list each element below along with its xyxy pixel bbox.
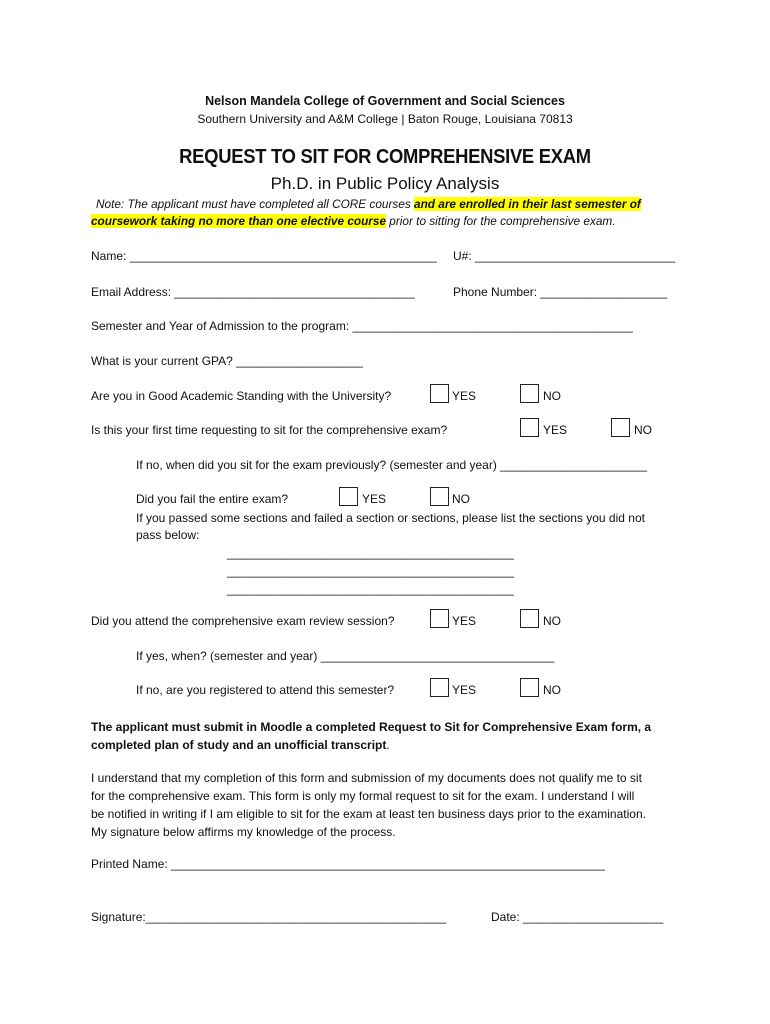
college-address: Southern University and A&M College | Baton Rouge, Louisiana 70813 [197,112,573,126]
statement-line-4: My signature below affirms my knowledge of the process. [91,825,396,839]
fail-entire-yes-checkbox[interactable] [339,487,358,506]
yes-label: YES [452,614,477,628]
email-field[interactable]: Email Address: ____________________________________ [91,285,415,299]
gpa-field[interactable]: What is your current GPA? ___________________ [91,354,363,368]
note-highlight: coursework taking no more than one elective course [91,214,387,228]
statement-line-1: I understand that my completion of this form and submission of my documents does not qualify me to sit [91,771,642,785]
first-time-no-checkbox[interactable] [611,418,630,437]
note-text: prior to sitting for the comprehensive exam. [386,214,616,228]
failed-section-line-2[interactable]: ___________________________________________ [227,564,514,578]
period: . [386,738,390,752]
first-time-question: Is this your first time requesting to sit for the comprehensive exam? [91,423,448,437]
form-title: REQUEST TO SIT FOR COMPREHENSIVE EXAM [179,146,591,168]
yes-label: YES [452,389,477,403]
printed-name-field[interactable]: Printed Name: _________________________________________________________________ [91,857,605,871]
good-standing-question: Are you in Good Academic Standing with the University? [91,389,392,403]
note-text: Note: The applicant must have completed all CORE courses [96,197,415,211]
submission-instructions-line-2 [91,736,390,754]
failed-section-line-3[interactable]: ___________________________________________ [227,582,514,596]
yes-label: YES [543,423,568,437]
signature-field[interactable]: Signature:_____________________________________________ [91,910,447,924]
review-session-when-field[interactable]: If yes, when? (semester and year) ___________________________________ [136,649,555,663]
review-session-yes-checkbox[interactable] [430,609,449,628]
registered-yes-checkbox[interactable] [430,678,449,697]
statement-line-2: for the comprehensive exam. This form is only my formal request to sit for the exam. I understand I will [91,789,635,803]
date-field[interactable]: Date: _____________________ [491,910,664,924]
registered-no-checkbox[interactable] [520,678,539,697]
good-standing-yes-checkbox[interactable] [430,384,449,403]
fail-entire-no-checkbox[interactable] [430,487,449,506]
passed-sections-instruction: If you passed some sections and failed a section or sections, please list the sections you did not [136,511,645,525]
no-label: NO [543,389,561,403]
no-label: NO [543,683,561,697]
uid-field[interactable]: U#: ______________________________ [453,249,676,263]
name-field[interactable]: Name: ______________________________________________ [91,249,437,263]
review-session-question: Did you attend the comprehensive exam review session? [91,614,395,628]
registered-question: If no, are you registered to attend this semester? [136,683,395,697]
program-subtitle: Ph.D. in Public Policy Analysis [270,174,500,193]
fail-entire-question: Did you fail the entire exam? [136,492,289,506]
college-name: Nelson Mandela College of Government and Social Sciences [205,94,565,108]
statement-line-3: be notified in writing if I am eligible to sit for the exam at least ten business days prior to the examination. [91,807,646,821]
note-highlight: and are enrolled in their last semester of [414,197,641,211]
no-label: NO [452,492,470,506]
failed-section-line-1[interactable]: ___________________________________________ [227,546,514,560]
passed-sections-instruction-cont: pass below: [136,528,200,542]
submission-instructions-line-1: The applicant must submit in Moodle a completed Request to Sit for Comprehensive Exam form, a [91,720,652,734]
review-session-no-checkbox[interactable] [520,609,539,628]
good-standing-no-checkbox[interactable] [520,384,539,403]
no-label: NO [543,614,561,628]
note-line-2 [91,214,616,228]
submission-instructions-text: completed plan of study and an unofficial transcript [91,738,387,752]
first-time-yes-checkbox[interactable] [520,418,539,437]
no-label: NO [634,423,652,437]
note-line-1 [96,197,641,211]
yes-label: YES [452,683,477,697]
admission-semester-field[interactable]: Semester and Year of Admission to the program: __________________________________________ [91,319,633,333]
phone-field[interactable]: Phone Number: ___________________ [453,285,668,299]
yes-label: YES [362,492,387,506]
previous-exam-field[interactable]: If no, when did you sit for the exam previously? (semester and year) ______________________ [136,458,647,472]
